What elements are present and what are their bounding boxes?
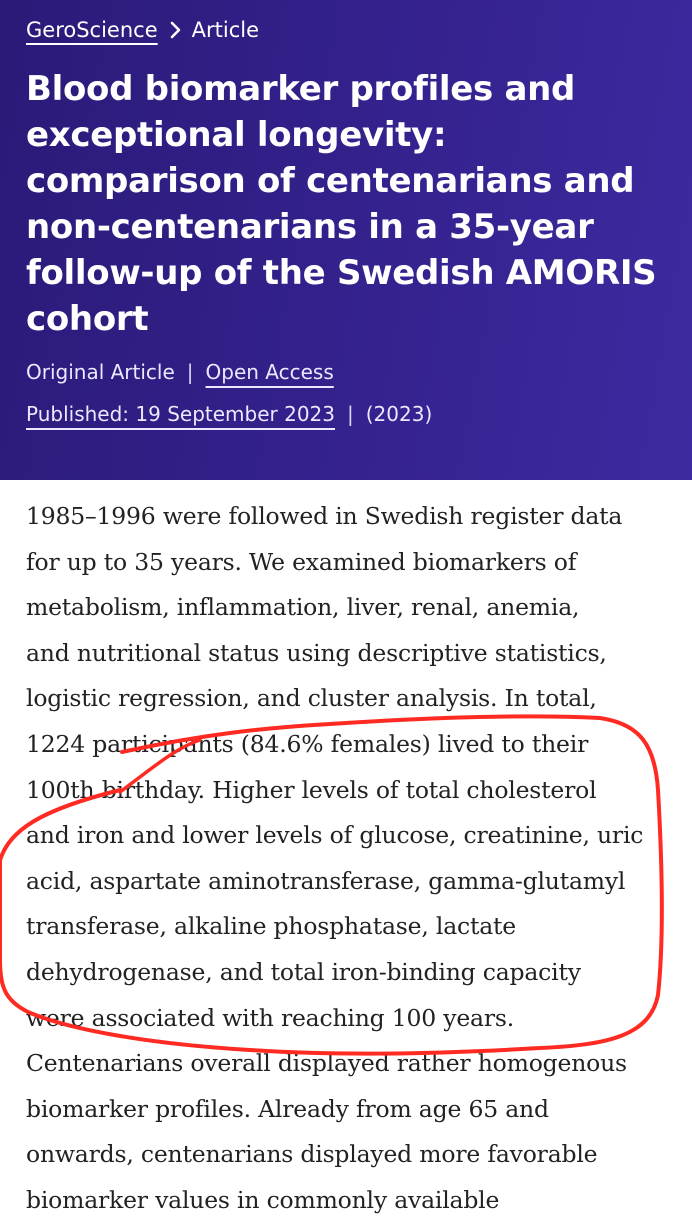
abstract-line: 1985–1996 were followed in Swedish register data xyxy=(26,502,623,530)
abstract-line: transferase, alkaline phosphatase, lactate xyxy=(26,912,516,941)
title-line: comparison of centenarians and xyxy=(26,161,635,201)
abstract-line: biomarker profiles. Already from age 65 and xyxy=(26,1094,549,1123)
title-line: cohort xyxy=(26,299,149,339)
breadcrumb xyxy=(26,14,259,46)
title-line: non-centenarians in a 35-year xyxy=(26,207,594,247)
title-line: follow-up of the Swedish AMORIS xyxy=(26,253,657,293)
abstract-line: Centenarians overall displayed rather homogenous xyxy=(26,1049,627,1078)
abstract-line: and nutritional status using descriptive statistics, xyxy=(26,638,607,667)
publication-row xyxy=(26,402,432,426)
abstract-line: onwards, centenarians displayed more favorable xyxy=(26,1140,598,1169)
article-type-row xyxy=(26,360,334,384)
abstract-line: 100th birthday. Higher levels of total cholesterol xyxy=(26,775,597,804)
chevron-right-icon xyxy=(170,21,182,39)
abstract-line: acid, aspartate aminotransferase, gamma-glutamyl xyxy=(26,866,626,895)
title-line: Blood biomarker profiles and xyxy=(26,69,576,109)
open-access-link[interactable]: Open Access xyxy=(205,360,334,384)
breadcrumb-current: Article xyxy=(191,18,259,42)
abstract-line: logistic regression, and cluster analysis. In total, xyxy=(26,684,597,713)
breadcrumb-journal-link[interactable]: GeroScience xyxy=(26,18,158,42)
meta-divider: | xyxy=(186,360,194,384)
meta-divider: | xyxy=(347,402,354,426)
abstract-line: 1224 participants (84.6% females) lived to their xyxy=(26,729,589,758)
abstract-line: biomarker values in commonly available xyxy=(26,1185,500,1214)
title-line: exceptional longevity: xyxy=(26,115,447,155)
abstract-line: were associated with reaching 100 years. xyxy=(26,1003,515,1032)
abstract-text xyxy=(26,494,676,1224)
article-header xyxy=(0,0,692,480)
page-title xyxy=(26,66,676,342)
published-date-link[interactable]: Published: 19 September 2023 xyxy=(26,402,335,426)
article-type: Original Article xyxy=(26,360,175,384)
publication-year: (2023) xyxy=(365,402,433,426)
abstract-line: dehydrogenase, and total iron-binding capacity xyxy=(26,957,581,986)
abstract-line: metabolism, inflammation, liver, renal, anemia, xyxy=(26,593,580,622)
abstract-line: for up to 35 years. We examined biomarkers of xyxy=(26,547,577,576)
abstract-line: and iron and lower levels of glucose, creatinine, uric xyxy=(26,821,644,850)
